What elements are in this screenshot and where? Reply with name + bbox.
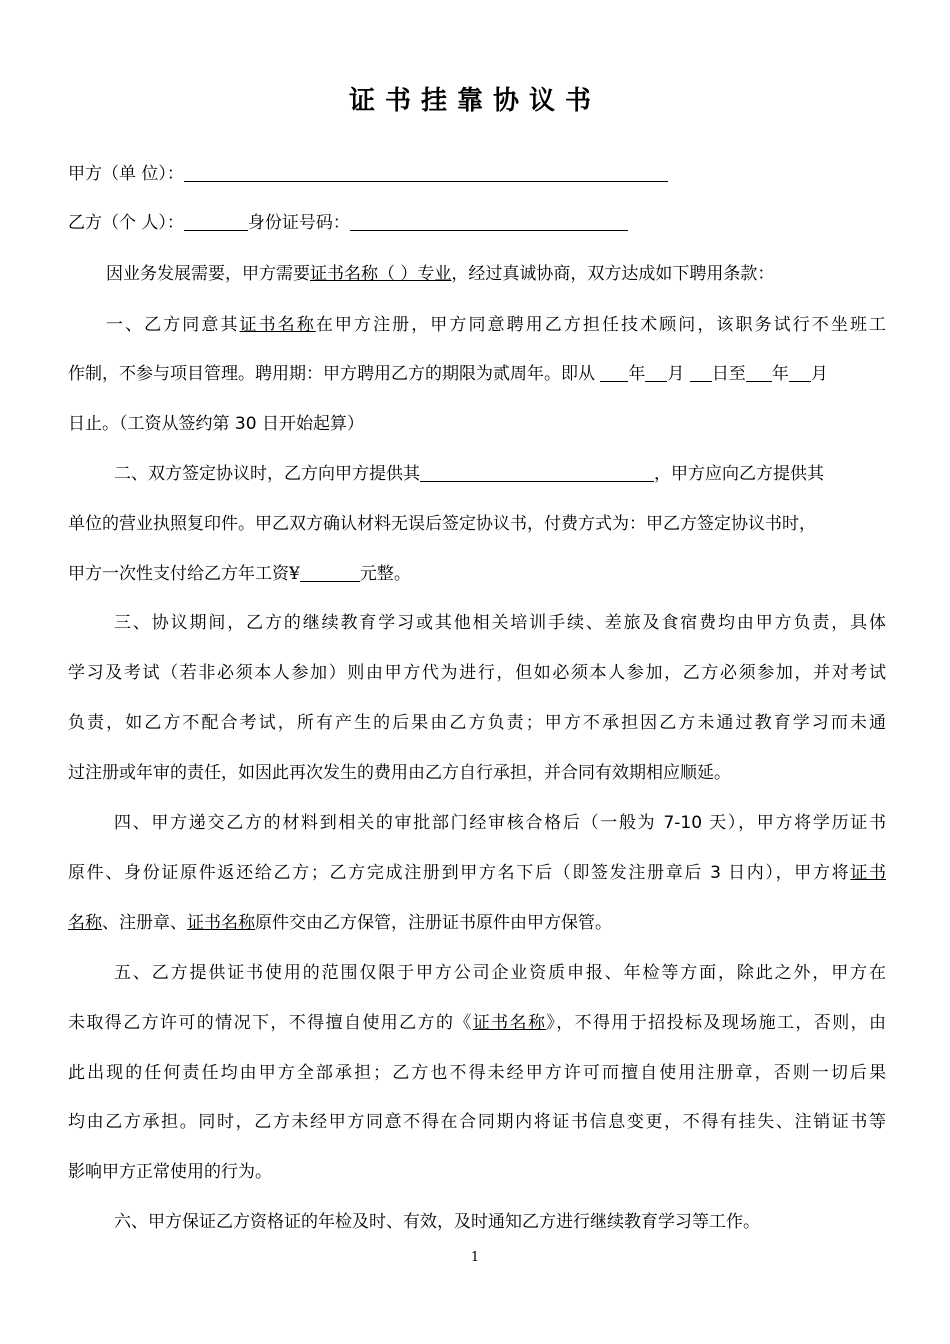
clause-6-line-1: 六、甲方保证乙方资格证的年检及时、有效，及时通知乙方进行继续教育学习等工作。	[114, 1212, 760, 1232]
clause-5-line-2	[68, 1011, 886, 1035]
clause-2-line-2: 单位的营业执照复印件。甲乙双方确认材料无误后签定协议书，付费方式为：甲乙方签定协议书时，	[68, 514, 816, 534]
clause-4-line-1: 四、甲方递交乙方的材料到相关的审批部门经审核合格后（一般为 7-10 天），甲方将学历证书	[114, 813, 886, 833]
party-b-name-blank	[184, 212, 248, 231]
clause-1-line-2	[68, 362, 886, 386]
clause-3-line-3: 负责，如乙方不配合考试，所有产生的后果由乙方负责；甲方不承担因乙方未通过教育学习而未通	[68, 713, 886, 733]
clause-4-text: 原件、身份证原件返还给乙方；乙方完成注册到甲方名下后（即签发注册章后 3 日内），甲方将	[68, 863, 851, 883]
month-label: 月	[810, 364, 828, 384]
salary-blank	[300, 563, 360, 582]
clause-4-cert-name: 证书名称	[187, 913, 255, 933]
document-title: 证书挂靠协议书	[348, 86, 601, 116]
clause-2-text: 二、双方签定协议时，乙方向甲方提供其	[114, 464, 420, 484]
clause-2-text: 甲方一次性支付给乙方年工资	[68, 564, 289, 584]
clause-1-text: 作制，不参与项目管理。聘用期：甲方聘用乙方的期限为贰周年。即从	[68, 364, 595, 384]
end-month-blank	[789, 363, 811, 382]
clause-4-text: 、注册章、	[102, 913, 187, 933]
clause-1-text: 一、乙方同意其	[106, 315, 240, 335]
day-label: 日至	[711, 364, 746, 384]
id-number-blank	[350, 212, 628, 231]
clause-5-line-3: 此出现的任何责任均由甲方全部承担；乙方也不得未经甲方许可而擅自使用注册章，否则一切后果	[68, 1063, 886, 1083]
clause-3-line-2: 学习及考试（若非必须本人参加）则由甲方代为进行，但如必须本人参加，乙方必须参加，并对考试	[68, 663, 886, 683]
page-number: 1	[470, 1250, 480, 1265]
clause-2-text: 元整。	[359, 564, 411, 584]
year-label: 年	[771, 364, 789, 384]
clause-1-line-1	[106, 313, 886, 337]
party-a-label: 甲方（单 位）：	[68, 164, 184, 184]
month-label: 月	[667, 364, 685, 384]
clause-5-cert-name: 证书名称	[472, 1013, 547, 1033]
start-month-blank	[645, 363, 667, 382]
clause-5-line-4: 均由乙方承担。同时，乙方未经甲方同意不得在合同期内将证书信息变更，不得有挂失、注销证书等	[68, 1112, 886, 1132]
clause-5-text: 未取得乙方许可的情况下，不得擅自使用乙方的《	[68, 1013, 473, 1033]
start-day-blank	[690, 363, 712, 382]
party-a-line	[68, 162, 886, 186]
intro-paragraph	[106, 262, 886, 286]
id-number-label: 身份证号码：	[247, 213, 350, 233]
end-year-blank	[746, 363, 772, 382]
clause-5-line-1: 五、乙方提供证书使用的范围仅限于甲方公司企业资质申报、年检等方面，除此之外，甲方在	[114, 963, 886, 983]
clause-4-line-2	[68, 861, 886, 885]
year-label: 年	[628, 364, 646, 384]
party-b-label: 乙方（个 人）：	[68, 213, 184, 233]
intro-text-b: ，经过真诚协商，双方达成如下聘用条款：	[451, 264, 775, 284]
party-a-blank	[184, 163, 668, 182]
clause-5-text: 》，不得用于招投标及现场施工，否则，由	[546, 1013, 887, 1033]
clause-2-line-3	[68, 562, 886, 586]
intro-text-a: 因业务发展需要，甲方需要	[106, 264, 310, 284]
yen-symbol: ¥	[289, 564, 300, 584]
clause-3-line-1: 三、协议期间，乙方的继续教育学习或其他相关培训手续、差旅及食宿费均由甲方负责，具体	[114, 613, 886, 633]
start-year-blank	[600, 363, 628, 382]
clause-3-line-4: 过注册或年审的责任，如因此再次发生的费用由乙方自行承担，并合同有效期相应顺延。	[68, 763, 731, 783]
party-b-line	[68, 211, 886, 235]
materials-blank	[420, 463, 654, 482]
clause-5-line-5: 影响甲方正常使用的行为。	[68, 1162, 272, 1182]
clause-1-text: 在甲方注册，甲方同意聘用乙方担任技术顾问，该职务试行不坐班工	[315, 315, 887, 335]
clause-4-cert-name: 名称	[68, 913, 102, 933]
clause-4-cert-name: 证书	[850, 863, 887, 883]
clause-4-line-3	[68, 911, 886, 935]
clause-2-text: ，甲方应向乙方提供其	[654, 464, 824, 484]
clause-1-cert-name: 证书名称	[239, 315, 316, 335]
clause-1-line-3: 日止。（工资从签约第 30 日开始起算）	[68, 414, 364, 434]
intro-cert-name: 证书名称（ ）专业	[310, 264, 452, 284]
clause-4-text: 原件交由乙方保管，注册证书原件由甲方保管。	[255, 913, 612, 933]
clause-2-line-1	[114, 462, 886, 486]
